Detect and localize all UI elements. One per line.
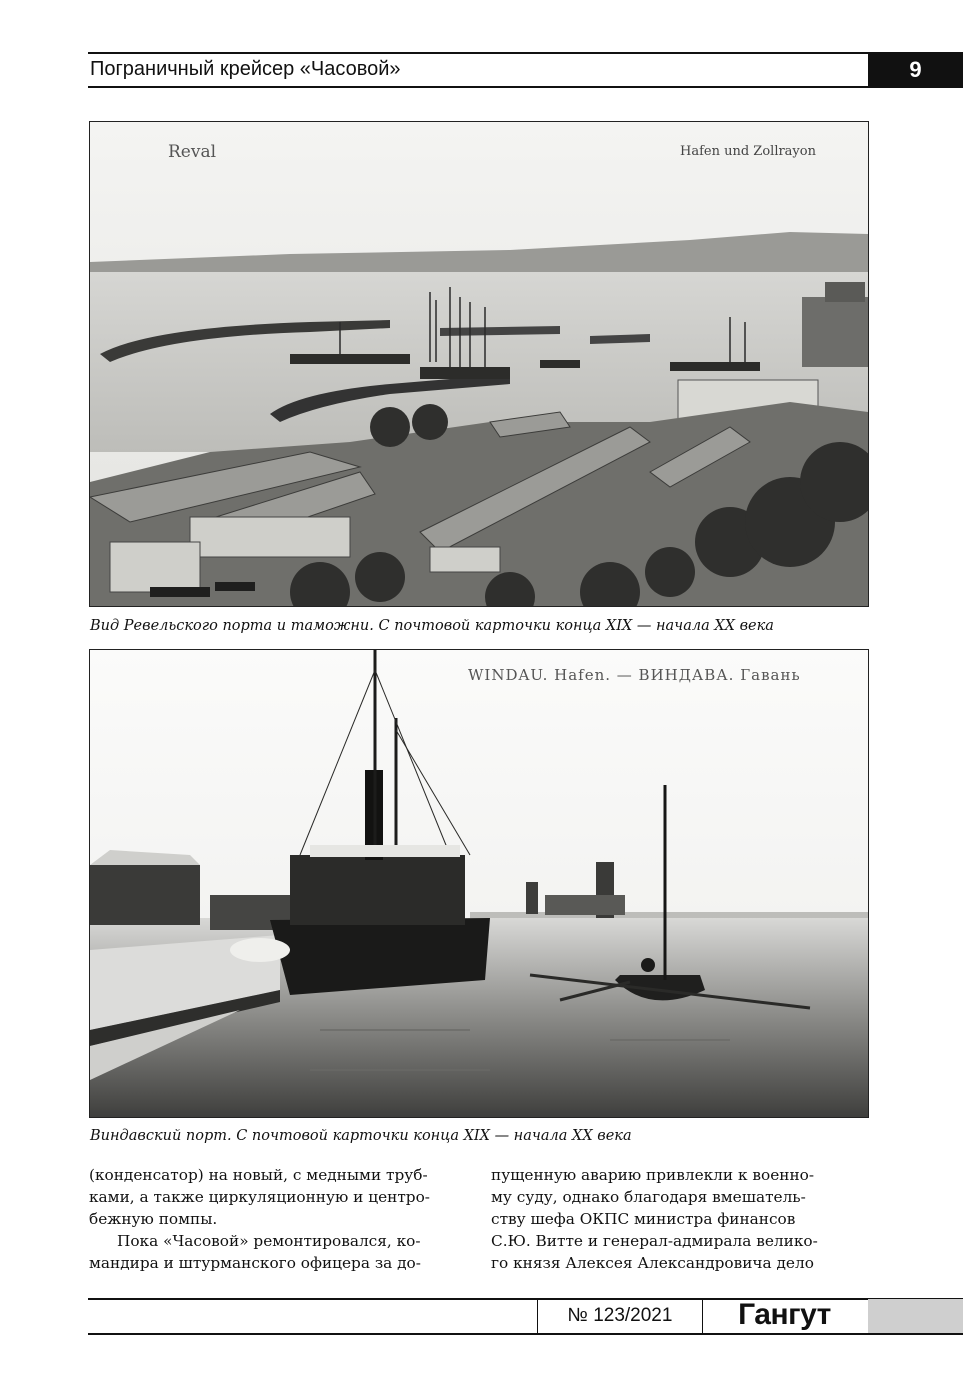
figure-caption-windau: Виндавский порт. С почтовой карточки конца XIX — начала XX века <box>90 1128 632 1144</box>
footer-grey-tab <box>868 1299 963 1333</box>
text-line: пущенную аварию привлекли к военно- <box>491 1166 815 1184</box>
text-line: бежную помпы. <box>89 1210 218 1228</box>
issue-number: № 123/2021 <box>537 1299 703 1333</box>
text-line: Пока «Часовой» ремонтировался, ко- <box>117 1232 421 1250</box>
running-title: Пограничный крейсер «Часовой» <box>90 58 401 80</box>
windau-harbor-photo <box>89 649 869 1118</box>
windau-photo-label: WINDAU. Hafen. — ВИНДАВА. Гавань <box>468 666 801 684</box>
text-column-left <box>89 1164 471 1274</box>
text-line: ками, а также циркуляционную и центро- <box>89 1188 430 1206</box>
text-line: мандира и штурманского офицера за до- <box>89 1254 421 1272</box>
text-line: го князя Алексея Александровича дело <box>491 1254 814 1272</box>
journal-logo: Гангут <box>738 1298 831 1331</box>
text-line: С.Ю. Витте и генерал-адмирала велико- <box>491 1232 818 1250</box>
header-bottom-rule <box>88 86 868 88</box>
reval-harbor-photo <box>89 121 869 607</box>
reval-photo-sublabel: Hafen und Zollrayon <box>680 144 816 159</box>
text-line: (конденсатор) на новый, с медными труб- <box>89 1166 428 1184</box>
footer-bottom-rule <box>88 1333 963 1335</box>
text-line: ству шефа ОКПС министра финансов <box>491 1210 796 1228</box>
reval-photo-label: Reval <box>168 142 217 162</box>
header-top-rule <box>88 52 868 54</box>
page-number: 9 <box>868 52 963 88</box>
figure-caption-reval: Вид Ревельского порта и таможни. С почтовой карточки конца XIX — начала XX века <box>90 618 774 634</box>
text-column-right <box>491 1164 873 1274</box>
text-line: му суду, однако благодаря вмешатель- <box>491 1188 806 1206</box>
